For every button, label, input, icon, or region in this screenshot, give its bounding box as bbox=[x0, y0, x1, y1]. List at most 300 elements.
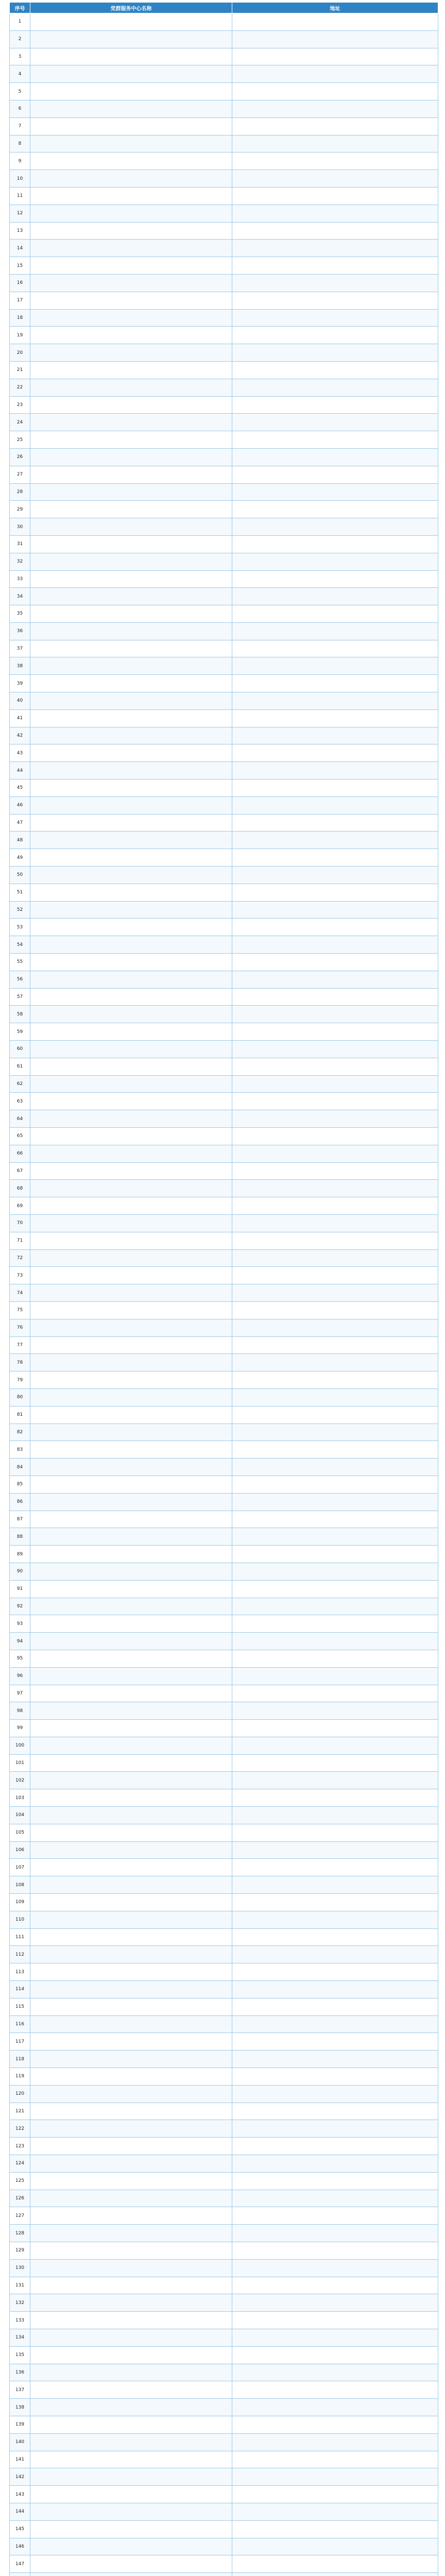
row-address-cell bbox=[232, 292, 438, 309]
row-index-cell: 108 bbox=[10, 1876, 30, 1894]
row-index-cell: 68 bbox=[10, 1180, 30, 1197]
row-index-cell: 56 bbox=[10, 971, 30, 988]
row-name-cell bbox=[30, 2277, 232, 2294]
table-row bbox=[10, 344, 438, 362]
row-name-cell bbox=[30, 2190, 232, 2207]
row-address-cell bbox=[232, 867, 438, 884]
table-row bbox=[10, 1249, 438, 1267]
table-row bbox=[10, 971, 438, 988]
row-index-cell: 97 bbox=[10, 1685, 30, 1702]
row-index-cell: 142 bbox=[10, 2468, 30, 2486]
row-index-cell: 6 bbox=[10, 100, 30, 117]
row-address-cell bbox=[232, 814, 438, 832]
table-row bbox=[10, 135, 438, 152]
row-address-cell bbox=[232, 414, 438, 431]
row-name-cell bbox=[30, 2294, 232, 2312]
table-row bbox=[10, 675, 438, 692]
row-name-cell bbox=[30, 292, 232, 309]
table-row bbox=[10, 1928, 438, 1946]
row-index-cell: 125 bbox=[10, 2172, 30, 2190]
row-address-cell bbox=[232, 919, 438, 936]
row-index-cell: 2 bbox=[10, 30, 30, 48]
row-name-cell bbox=[30, 2103, 232, 2120]
row-address-cell bbox=[232, 1737, 438, 1754]
row-name-cell bbox=[30, 361, 232, 379]
row-address-cell bbox=[232, 1894, 438, 1911]
row-address-cell bbox=[232, 1354, 438, 1371]
row-address-cell bbox=[232, 65, 438, 83]
row-index-cell: 80 bbox=[10, 1388, 30, 1406]
row-index-cell: 86 bbox=[10, 1493, 30, 1511]
row-index-cell: 53 bbox=[10, 919, 30, 936]
row-index-cell: 93 bbox=[10, 1615, 30, 1633]
row-index-cell: 98 bbox=[10, 1702, 30, 1720]
table-row bbox=[10, 762, 438, 779]
row-address-cell bbox=[232, 2155, 438, 2173]
table-row bbox=[10, 1145, 438, 1162]
row-address-cell bbox=[232, 2346, 438, 2364]
table-header-row bbox=[10, 3, 438, 13]
row-name-cell bbox=[30, 1963, 232, 1981]
row-name-cell bbox=[30, 2381, 232, 2399]
table-row bbox=[10, 2172, 438, 2190]
row-name-cell bbox=[30, 30, 232, 48]
row-name-cell bbox=[30, 2242, 232, 2260]
table-row bbox=[10, 152, 438, 170]
row-address-cell bbox=[232, 170, 438, 188]
row-address-cell bbox=[232, 274, 438, 292]
table-row bbox=[10, 1876, 438, 1894]
table-row bbox=[10, 414, 438, 431]
table-row bbox=[10, 901, 438, 919]
row-index-cell: 70 bbox=[10, 1214, 30, 1232]
row-index-cell: 69 bbox=[10, 1197, 30, 1215]
row-name-cell bbox=[30, 1041, 232, 1058]
row-name-cell bbox=[30, 2573, 232, 2576]
table-row bbox=[10, 1232, 438, 1249]
table-row bbox=[10, 954, 438, 971]
row-address-cell bbox=[232, 2138, 438, 2155]
row-index-cell: 29 bbox=[10, 501, 30, 518]
row-index-cell: 84 bbox=[10, 1459, 30, 1476]
row-name-cell bbox=[30, 971, 232, 988]
row-name-cell bbox=[30, 135, 232, 152]
row-index-cell: 144 bbox=[10, 2503, 30, 2520]
table-row bbox=[10, 2433, 438, 2451]
row-name-cell bbox=[30, 170, 232, 188]
table-row bbox=[10, 1371, 438, 1389]
row-name-cell bbox=[30, 1511, 232, 1528]
row-address-cell bbox=[232, 466, 438, 483]
row-index-cell: 45 bbox=[10, 779, 30, 797]
row-address-cell bbox=[232, 1406, 438, 1423]
row-name-cell bbox=[30, 1406, 232, 1423]
row-name-cell bbox=[30, 1772, 232, 1789]
table-row bbox=[10, 884, 438, 901]
row-index-cell: 65 bbox=[10, 1128, 30, 1145]
table-row bbox=[10, 1476, 438, 1493]
table-row bbox=[10, 1667, 438, 1685]
column-header-index: 序号 bbox=[10, 3, 30, 13]
row-address-cell bbox=[232, 1998, 438, 2015]
row-address-cell bbox=[232, 2451, 438, 2468]
table-row bbox=[10, 709, 438, 727]
row-name-cell bbox=[30, 1267, 232, 1284]
row-address-cell bbox=[232, 2503, 438, 2520]
table-row bbox=[10, 1093, 438, 1110]
table-row bbox=[10, 1789, 438, 1807]
row-name-cell bbox=[30, 867, 232, 884]
row-address-cell bbox=[232, 257, 438, 275]
table-row bbox=[10, 2451, 438, 2468]
row-address-cell bbox=[232, 1981, 438, 1998]
row-name-cell bbox=[30, 1928, 232, 1946]
row-address-cell bbox=[232, 2468, 438, 2486]
row-index-cell: 13 bbox=[10, 222, 30, 240]
row-name-cell bbox=[30, 1058, 232, 1075]
row-index-cell: 139 bbox=[10, 2416, 30, 2433]
row-name-cell bbox=[30, 849, 232, 867]
row-name-cell bbox=[30, 1214, 232, 1232]
row-address-cell bbox=[232, 2329, 438, 2346]
table-row bbox=[10, 1075, 438, 1093]
row-address-cell bbox=[232, 1336, 438, 1354]
row-address-cell bbox=[232, 518, 438, 536]
row-index-cell: 74 bbox=[10, 1284, 30, 1302]
row-index-cell: 119 bbox=[10, 2068, 30, 2086]
table-row bbox=[10, 1284, 438, 1302]
row-name-cell bbox=[30, 1180, 232, 1197]
row-address-cell bbox=[232, 1075, 438, 1093]
table-row bbox=[10, 1197, 438, 1215]
table-row bbox=[10, 1423, 438, 1441]
row-index-cell: 111 bbox=[10, 1928, 30, 1946]
row-name-cell bbox=[30, 187, 232, 205]
table-row bbox=[10, 988, 438, 1006]
table-row bbox=[10, 2573, 438, 2576]
row-name-cell bbox=[30, 240, 232, 257]
row-name-cell bbox=[30, 954, 232, 971]
row-address-cell bbox=[232, 1110, 438, 1128]
row-index-cell: 101 bbox=[10, 1754, 30, 1772]
row-address-cell bbox=[232, 1650, 438, 1667]
table-row bbox=[10, 727, 438, 744]
row-index-cell: 18 bbox=[10, 309, 30, 327]
row-address-cell bbox=[232, 13, 438, 31]
row-address-cell bbox=[232, 1301, 438, 1319]
row-index-cell: 87 bbox=[10, 1511, 30, 1528]
row-address-cell bbox=[232, 1928, 438, 1946]
row-index-cell: 107 bbox=[10, 1859, 30, 1876]
row-name-cell bbox=[30, 152, 232, 170]
row-name-cell bbox=[30, 327, 232, 344]
table-row bbox=[10, 1214, 438, 1232]
row-index-cell: 123 bbox=[10, 2138, 30, 2155]
row-address-cell bbox=[232, 796, 438, 814]
row-index-cell: 10 bbox=[10, 170, 30, 188]
table-row bbox=[10, 2538, 438, 2555]
row-index-cell: 88 bbox=[10, 1528, 30, 1546]
row-address-cell bbox=[232, 187, 438, 205]
row-name-cell bbox=[30, 83, 232, 100]
table-row bbox=[10, 483, 438, 501]
table-row bbox=[10, 1963, 438, 1981]
row-index-cell: 109 bbox=[10, 1894, 30, 1911]
row-address-cell bbox=[232, 901, 438, 919]
row-address-cell bbox=[232, 1459, 438, 1476]
table-row bbox=[10, 2207, 438, 2225]
row-name-cell bbox=[30, 2207, 232, 2225]
row-address-cell bbox=[232, 1702, 438, 1720]
row-index-cell: 112 bbox=[10, 1946, 30, 1963]
row-index-cell: 21 bbox=[10, 361, 30, 379]
row-address-cell bbox=[232, 1841, 438, 1859]
row-name-cell bbox=[30, 431, 232, 449]
row-address-cell bbox=[232, 2416, 438, 2433]
row-address-cell bbox=[232, 535, 438, 553]
row-name-cell bbox=[30, 1702, 232, 1720]
row-name-cell bbox=[30, 2015, 232, 2033]
table-row bbox=[10, 48, 438, 65]
row-index-cell: 100 bbox=[10, 1737, 30, 1754]
row-name-cell bbox=[30, 1319, 232, 1336]
row-index-cell bbox=[10, 2573, 30, 2576]
table-row bbox=[10, 1511, 438, 1528]
row-address-cell bbox=[232, 1249, 438, 1267]
row-address-cell bbox=[232, 2207, 438, 2225]
row-name-cell bbox=[30, 1128, 232, 1145]
row-name-cell bbox=[30, 2085, 232, 2103]
row-address-cell bbox=[232, 657, 438, 675]
row-name-cell bbox=[30, 1006, 232, 1023]
row-name-cell bbox=[30, 396, 232, 414]
row-index-cell: 1 bbox=[10, 13, 30, 31]
row-name-cell bbox=[30, 1249, 232, 1267]
row-index-cell: 140 bbox=[10, 2433, 30, 2451]
row-name-cell bbox=[30, 1441, 232, 1459]
table-row bbox=[10, 2277, 438, 2294]
table-row bbox=[10, 849, 438, 867]
table-row bbox=[10, 570, 438, 588]
row-address-cell bbox=[232, 779, 438, 797]
row-index-cell: 58 bbox=[10, 1006, 30, 1023]
row-address-cell bbox=[232, 1580, 438, 1598]
row-index-cell: 110 bbox=[10, 1911, 30, 1928]
table-row bbox=[10, 1006, 438, 1023]
row-name-cell bbox=[30, 2364, 232, 2381]
table-row bbox=[10, 1441, 438, 1459]
row-index-cell: 41 bbox=[10, 709, 30, 727]
row-name-cell bbox=[30, 744, 232, 762]
row-name-cell bbox=[30, 1284, 232, 1302]
row-address-cell bbox=[232, 205, 438, 222]
row-index-cell: 27 bbox=[10, 466, 30, 483]
service-center-table bbox=[9, 2, 438, 2576]
row-name-cell bbox=[30, 2433, 232, 2451]
row-index-cell: 66 bbox=[10, 1145, 30, 1162]
row-index-cell: 91 bbox=[10, 1580, 30, 1598]
row-address-cell bbox=[232, 431, 438, 449]
row-address-cell bbox=[232, 1319, 438, 1336]
row-address-cell bbox=[232, 152, 438, 170]
table-row bbox=[10, 622, 438, 640]
row-address-cell bbox=[232, 1058, 438, 1075]
row-address-cell bbox=[232, 553, 438, 570]
row-name-cell bbox=[30, 2312, 232, 2329]
table-row bbox=[10, 1702, 438, 1720]
row-name-cell bbox=[30, 1946, 232, 1963]
row-index-cell: 54 bbox=[10, 936, 30, 954]
table-row bbox=[10, 2120, 438, 2138]
row-index-cell: 138 bbox=[10, 2399, 30, 2416]
row-index-cell: 38 bbox=[10, 657, 30, 675]
row-address-cell bbox=[232, 1807, 438, 1824]
row-name-cell bbox=[30, 1789, 232, 1807]
row-index-cell: 143 bbox=[10, 2486, 30, 2503]
table-row bbox=[10, 1459, 438, 1476]
row-address-cell bbox=[232, 2050, 438, 2068]
row-address-cell bbox=[232, 2399, 438, 2416]
table-row bbox=[10, 292, 438, 309]
row-address-cell bbox=[232, 1511, 438, 1528]
row-index-cell: 73 bbox=[10, 1267, 30, 1284]
row-name-cell bbox=[30, 535, 232, 553]
table-row bbox=[10, 2416, 438, 2433]
row-index-cell: 33 bbox=[10, 570, 30, 588]
row-index-cell: 48 bbox=[10, 832, 30, 849]
table-row bbox=[10, 1267, 438, 1284]
row-name-cell bbox=[30, 2120, 232, 2138]
table-row bbox=[10, 222, 438, 240]
table-row bbox=[10, 1528, 438, 1546]
row-address-cell bbox=[232, 1371, 438, 1389]
row-address-cell bbox=[232, 727, 438, 744]
row-address-cell bbox=[232, 640, 438, 657]
row-name-cell bbox=[30, 1650, 232, 1667]
row-index-cell: 128 bbox=[10, 2225, 30, 2242]
table-row bbox=[10, 1162, 438, 1180]
table-row bbox=[10, 2259, 438, 2277]
row-address-cell bbox=[232, 692, 438, 710]
table-row bbox=[10, 1563, 438, 1580]
row-name-cell bbox=[30, 309, 232, 327]
row-name-cell bbox=[30, 1528, 232, 1546]
table-row bbox=[10, 1981, 438, 1998]
row-name-cell bbox=[30, 1841, 232, 1859]
row-name-cell bbox=[30, 2259, 232, 2277]
table-row bbox=[10, 396, 438, 414]
table-row bbox=[10, 100, 438, 117]
row-index-cell: 67 bbox=[10, 1162, 30, 1180]
table-row bbox=[10, 2329, 438, 2346]
row-index-cell: 43 bbox=[10, 744, 30, 762]
table-row bbox=[10, 919, 438, 936]
row-name-cell bbox=[30, 936, 232, 954]
row-name-cell bbox=[30, 675, 232, 692]
row-name-cell bbox=[30, 48, 232, 65]
table-row bbox=[10, 1650, 438, 1667]
row-address-cell bbox=[232, 1667, 438, 1685]
row-name-cell bbox=[30, 2068, 232, 2086]
table-row bbox=[10, 1023, 438, 1041]
row-index-cell: 47 bbox=[10, 814, 30, 832]
row-index-cell: 99 bbox=[10, 1720, 30, 1737]
row-index-cell: 129 bbox=[10, 2242, 30, 2260]
table-row bbox=[10, 361, 438, 379]
row-index-cell: 55 bbox=[10, 954, 30, 971]
row-address-cell bbox=[232, 83, 438, 100]
table-row bbox=[10, 2468, 438, 2486]
table-row bbox=[10, 187, 438, 205]
row-index-cell: 79 bbox=[10, 1371, 30, 1389]
row-index-cell: 147 bbox=[10, 2555, 30, 2573]
row-address-cell bbox=[232, 1006, 438, 1023]
row-index-cell: 49 bbox=[10, 849, 30, 867]
row-name-cell bbox=[30, 832, 232, 849]
table-row bbox=[10, 83, 438, 100]
row-address-cell bbox=[232, 2242, 438, 2260]
row-name-cell bbox=[30, 2155, 232, 2173]
row-name-cell bbox=[30, 570, 232, 588]
table-body bbox=[10, 13, 438, 2576]
row-address-cell bbox=[232, 309, 438, 327]
row-index-cell: 136 bbox=[10, 2364, 30, 2381]
row-name-cell bbox=[30, 2329, 232, 2346]
table-row bbox=[10, 2399, 438, 2416]
row-name-cell bbox=[30, 1459, 232, 1476]
row-index-cell: 117 bbox=[10, 2033, 30, 2050]
row-name-cell bbox=[30, 2538, 232, 2555]
row-index-cell: 72 bbox=[10, 1249, 30, 1267]
row-address-cell bbox=[232, 1720, 438, 1737]
row-index-cell: 104 bbox=[10, 1807, 30, 1824]
row-index-cell: 124 bbox=[10, 2155, 30, 2173]
table-row bbox=[10, 1406, 438, 1423]
table-row bbox=[10, 1911, 438, 1928]
row-address-cell bbox=[232, 2103, 438, 2120]
row-name-cell bbox=[30, 117, 232, 135]
row-index-cell: 7 bbox=[10, 117, 30, 135]
row-address-cell bbox=[232, 30, 438, 48]
row-address-cell bbox=[232, 1145, 438, 1162]
row-address-cell bbox=[232, 1911, 438, 1928]
row-name-cell bbox=[30, 1493, 232, 1511]
row-index-cell: 92 bbox=[10, 1598, 30, 1615]
row-name-cell bbox=[30, 2346, 232, 2364]
row-name-cell bbox=[30, 814, 232, 832]
row-index-cell: 16 bbox=[10, 274, 30, 292]
row-index-cell: 134 bbox=[10, 2329, 30, 2346]
row-index-cell: 12 bbox=[10, 205, 30, 222]
row-name-cell bbox=[30, 692, 232, 710]
row-name-cell bbox=[30, 2033, 232, 2050]
row-index-cell: 95 bbox=[10, 1650, 30, 1667]
table-row bbox=[10, 1894, 438, 1911]
table-row bbox=[10, 1110, 438, 1128]
table-row bbox=[10, 257, 438, 275]
row-index-cell: 39 bbox=[10, 675, 30, 692]
row-address-cell bbox=[232, 396, 438, 414]
row-name-cell bbox=[30, 13, 232, 31]
table-row bbox=[10, 1946, 438, 1963]
row-name-cell bbox=[30, 2486, 232, 2503]
row-address-cell bbox=[232, 971, 438, 988]
column-header-name: 党群服务中心名称 bbox=[30, 3, 232, 13]
row-name-cell bbox=[30, 414, 232, 431]
row-name-cell bbox=[30, 553, 232, 570]
table-row bbox=[10, 1824, 438, 1841]
row-address-cell bbox=[232, 2538, 438, 2555]
